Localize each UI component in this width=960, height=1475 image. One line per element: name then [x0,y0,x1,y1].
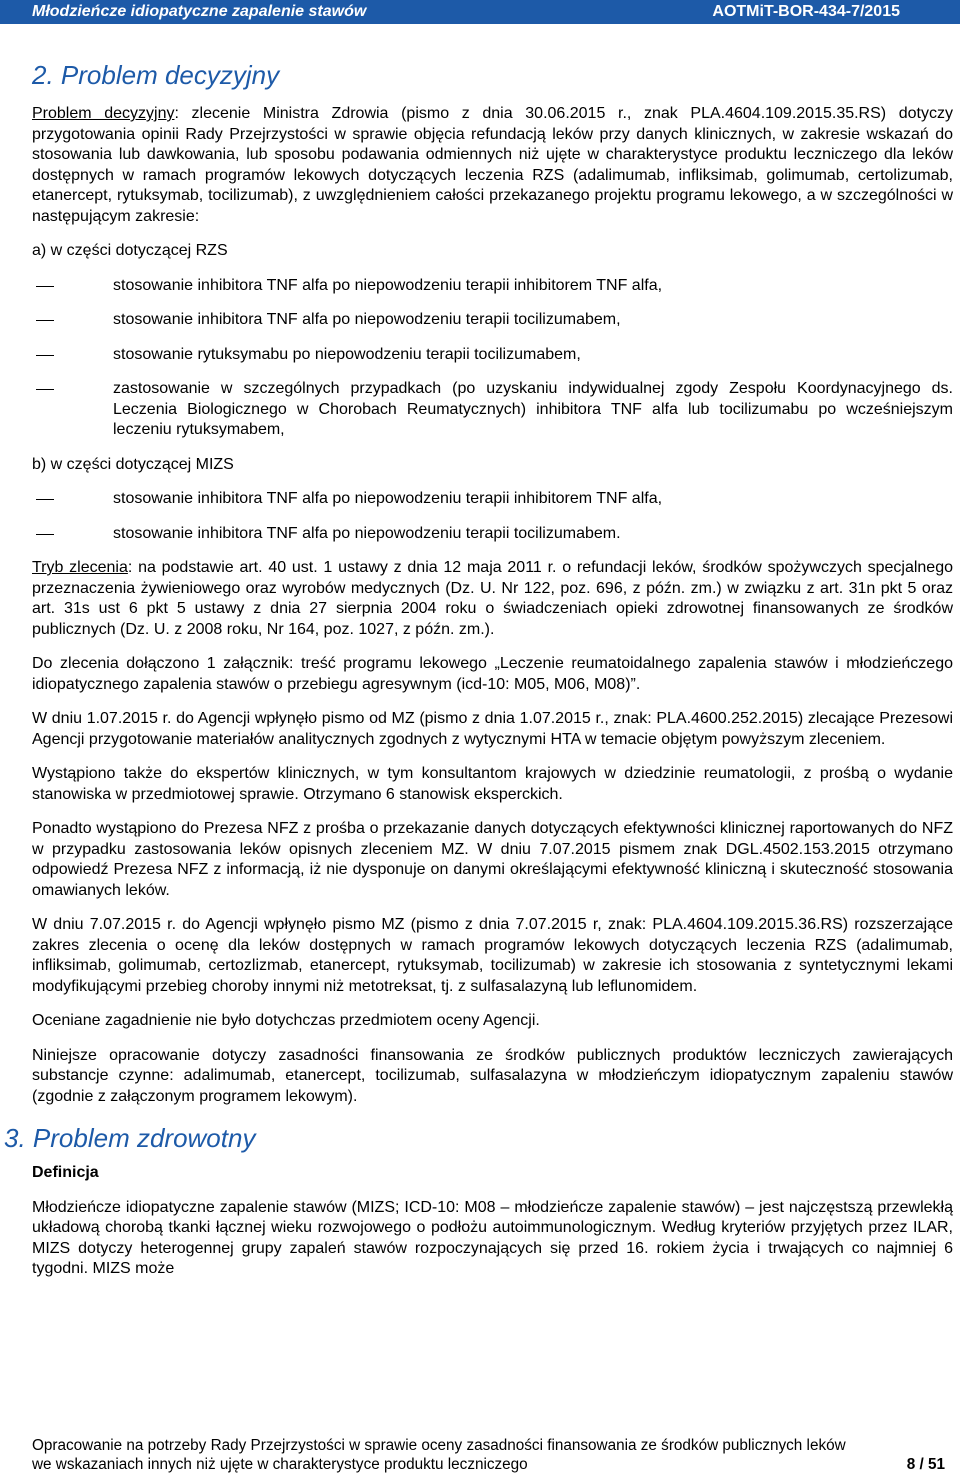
intro-text: : zlecenie Ministra Zdrowia (pismo z dnia 30.06.2015 r., znak PLA.4604.109.2015.35.RS) dotyczy przygotowania opinii Rady Przejrzystości w sprawie objęcia refundacją leków przy danych klinicznych, w zakresie wskazań do stosowania lub dawkowania, lub sposobu podawania odmiennych niż ujęte w charakterystyce produktu leczniczego dla leków dostępnych w ramach programów lekowych dotyczących leczenia RZS (adalimumab, infliksimab, golimumab, certolizumab, etanercept, rytuksymab, tocilizumab), z uwzględnieniem całości przekazanego projektu programu lekowego, a w szczególności w następującym zakresie: [32,105,953,225]
definicja-paragraph: Młodzieńcze idiopatyczne zapalenie stawów (MIZS; ICD-10: M08 – młodzieńcze zapalenie stawów) – jest najczęstszą przewlekłą układową chorobą tkanki łącznej wieku rozwojowego o podłożu autoimmunologicznym. Według kryteriów przyjętych przez ILAR, MIZS dotyczy heterogennej grupy zapaleń stawów rozpoczynających się przed 16. rokiem życia i trwających co najmniej 6 tygodni. MIZS może [32,1198,953,1277]
intro-paragraph [32,104,953,227]
part-b-list [32,489,953,544]
page-header [0,0,960,24]
part-a-list [32,276,953,441]
page-content [4,58,953,1280]
list-item: stosowanie inhibitora TNF alfa po niepowodzeniu terapii tocilizumabem, [32,310,953,331]
list-item: stosowanie inhibitora TNF alfa po niepowodzeniu terapii inhibitorem TNF alfa, [32,489,953,510]
eksperci-paragraph: Wystąpiono także do ekspertów klinicznych, w tym konsultantom krajowych w dziedzinie reumatologii, z prośbą o wydanie stanowiska w przedmiotowej sprawie. Otrzymano 6 stanowisk eksperckich. [32,765,953,803]
tryb-paragraph [32,558,953,640]
part-a-label: a) w części dotyczącej RZS [32,242,228,259]
definicja-subheading: Definicja [32,1164,99,1181]
oceniane-paragraph: Oceniane zagadnienie nie było dotychczas przedmiotem oceny Agencji. [32,1012,540,1029]
intro-label: Problem decyzyjny [32,105,175,122]
section-2-title: 2. Problem decyzyjny [32,60,280,90]
list-item: stosowanie inhibitora TNF alfa po niepowodzeniu terapii tocilizumabem. [32,524,953,545]
footer-line-1: Opracowanie na potrzeby Rady Przejrzystości w sprawie oceny zasadności finansowania ze środków publicznych leków [32,1437,846,1454]
zalacznik-paragraph: Do zlecenia dołączono 1 załącznik: treść programu lekowego „Leczenie reumatoidalnego zapalenia stawów i młodzieńczego idiopatycznego zapalenia stawów o przebiegu agresywnym (icd-10: M05, M06, M08)”. [32,655,953,693]
list-item: stosowanie rytuksymabu po niepowodzeniu terapii tocilizumabem, [32,345,953,366]
wdniu-7-paragraph: W dniu 7.07.2015 r. do Agencji wpłynęło pismo MZ (pismo z dnia 7.07.2015 r, znak: PLA.4604.109.2015.36.RS) rozszerzające zakres zlecenia o ocenę dla leków dostępnych w ramach programów lekowych dotyczących leczenia RZS (adalimumab, infliksimab, golimumab, certozlizmab, etanercept, rytuksymab, tocilizumab) w zakresie ich stosowania z syntetycznymi lekami modyfikującymi przebieg choroby innymi niż metotreksat, tj. z sulfasalazyną lub leflunomidem. [32,916,953,995]
tryb-label: Tryb zlecenia [32,559,128,576]
part-b-label: b) w części dotyczącej MIZS [32,455,234,473]
footer-line-2: we wskazaniach innych niż ujęte w charakterystyce produktu leczniczego [32,1455,528,1473]
header-document-title: Młodzieńcze idiopatyczne zapalenie stawów [32,3,367,20]
section-3-title: 3. Problem zdrowotny [4,1123,256,1153]
wdniu-1-paragraph: W dniu 1.07.2015 r. do Agencji wpłynęło pismo od MZ (pismo z dnia 1.07.2015 r., znak: PLA.4600.252.2015) zlecające Prezesowi Agencji przygotowanie materiałów analitycznych zgodnych z wytycznymi HTA w temacie objętym powyższym zleceniem. [32,710,953,748]
header-document-code: AOTMiT-BOR-434-7/2015 [712,3,900,20]
page-number: 8 / 51 [906,1455,945,1473]
niniejsze-paragraph: Niniejsze opracowanie dotyczy zasadności finansowania ze środków publicznych produktów leczniczych zawierających substancje czynne: adalimumab, etanercept, tocilizumab, sulfasalazyna w młodzieńczym idiopatycznym zapaleniu stawów (zgodnie z załączonym programem lekowym). [32,1046,953,1105]
page-footer [32,1437,953,1474]
nfz-paragraph: Ponadto wystąpiono do Prezesa NFZ z prośba o przekazanie danych dotyczących efektywności klinicznej raportowanych do NFZ w przypadku zastosowania leków opisnych zleceniem MZ. W dniu 7.07.2015 pismem znak DGL.4502.153.2015 otrzymano odpowiedź Prezesa NFZ z informacją, iż nie dysponuje on danymi określającymi efektywność kliniczną i skuteczność stosowania omawianych leków. [32,820,953,899]
list-item: stosowanie inhibitora TNF alfa po niepowodzeniu terapii inhibitorem TNF alfa, [32,276,953,297]
tryb-text: : na podstawie art. 40 ust. 1 ustawy z dnia 12 maja 2011 r. o refundacji leków, środków spożywczych specjalnego przeznaczenia żywieniowego oraz wyrobów medycznych (Dz. U. Nr 122, poz. 696, z późn. zm.) w związku z art. 31n pkt 5 oraz art. 31s ust 6 pkt 5 ustawy z dnia 27 sierpnia 2004 roku o świadczeniach opieki zdrowotnej finansowanych ze środków publicznych (Dz. U. z 2008 roku, Nr 164, poz. 1027, z późn. zm.). [32,559,953,638]
list-item: zastosowanie w szczególnych przypadkach (po uzyskaniu indywidualnej zgody Zespołu Koordynacyjnego ds. Leczenia Biologicznego w Chorobach Reumatycznych) inhibitora TNF alfa lub tocilizumabu po wcześniejszym leczeniu rytuksymabem, [32,379,953,441]
